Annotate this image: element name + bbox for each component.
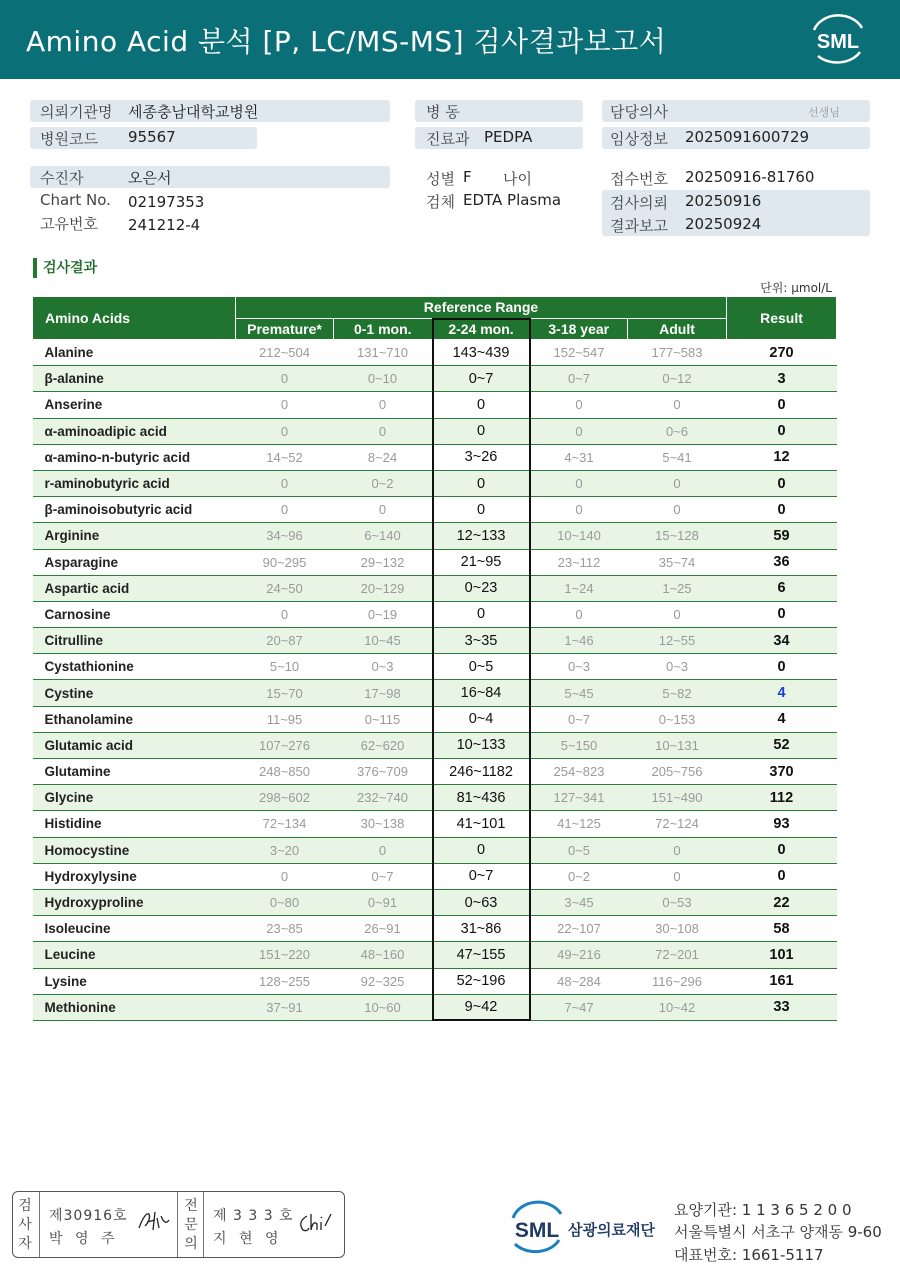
reference-range-cell: 35~74 xyxy=(628,549,727,575)
reference-range-cell: 0~12 xyxy=(628,366,727,392)
specialist-signature xyxy=(295,1208,335,1236)
amino-acid-name: Aspartic acid xyxy=(33,575,236,601)
result-value: 0 xyxy=(727,601,837,627)
institution-value: 세종충남대학교병원 xyxy=(128,103,259,121)
footer-logo-text: SML xyxy=(514,1219,560,1242)
clinical-value: 2025091600729 xyxy=(685,128,810,146)
request-value: 20250916 xyxy=(685,192,762,210)
doctor-label: 담당의사 xyxy=(610,103,668,121)
reference-range-cell: 1~25 xyxy=(628,575,727,601)
col-ref-0-1mon: 0-1 mon. xyxy=(334,319,433,340)
unit-label: 단위: μmol/L xyxy=(760,281,832,295)
reference-range-cell: 92~325 xyxy=(334,968,433,994)
col-amino-acids: Amino Acids xyxy=(33,297,236,340)
reference-range-cell: 0 xyxy=(628,863,727,889)
amino-acid-name: Arginine xyxy=(33,523,236,549)
table-row xyxy=(33,732,837,758)
reference-range-cell: 0 xyxy=(236,470,334,496)
chart-label: Chart No. xyxy=(40,191,111,209)
amino-acid-name: Homocystine xyxy=(33,837,236,863)
reference-range-cell: 48~284 xyxy=(530,968,628,994)
reference-range-cell: 10~133 xyxy=(433,732,530,758)
amino-acid-name: α-aminoadipic acid xyxy=(33,418,236,444)
reference-range-cell: 37~91 xyxy=(236,994,334,1020)
result-value: 101 xyxy=(727,942,837,968)
reference-range-cell: 246~1182 xyxy=(433,759,530,785)
amino-acid-name: Methionine xyxy=(33,994,236,1020)
reference-range-cell: 0~19 xyxy=(334,601,433,627)
reference-range-cell: 0~7 xyxy=(530,706,628,732)
table-row xyxy=(33,706,837,732)
reference-range-cell: 0 xyxy=(236,418,334,444)
reference-range-cell: 21~95 xyxy=(433,549,530,575)
reference-range-cell: 3~26 xyxy=(433,444,530,470)
reference-range-cell: 0~80 xyxy=(236,889,334,915)
reference-range-cell: 7~47 xyxy=(530,994,628,1020)
reference-range-cell: 0~115 xyxy=(334,706,433,732)
reference-range-cell: 30~108 xyxy=(628,916,727,942)
amino-acid-name: Cystathionine xyxy=(33,654,236,680)
amino-acid-name: β-aminoisobutyric acid xyxy=(33,497,236,523)
report-title: Amino Acid 분석 [P, LC/MS-MS] 검사결과보고서 xyxy=(26,25,667,58)
reference-range-cell: 1~46 xyxy=(530,628,628,654)
result-value: 34 xyxy=(727,628,837,654)
institution-label: 의뢰기관명 xyxy=(40,103,113,121)
reference-range-cell: 52~196 xyxy=(433,968,530,994)
reference-range-cell: 0 xyxy=(433,837,530,863)
reference-range-cell: 3~20 xyxy=(236,837,334,863)
reference-range-cell: 5~150 xyxy=(530,732,628,758)
reference-range-cell: 15~128 xyxy=(628,523,727,549)
footer-code: 요양기관: 1 1 3 6 5 2 0 0 xyxy=(674,1201,852,1219)
col-ref-adult: Adult xyxy=(628,319,727,340)
reference-range-cell: 0~3 xyxy=(530,654,628,680)
reference-range-cell: 81~436 xyxy=(433,785,530,811)
reference-range-cell: 23~85 xyxy=(236,916,334,942)
col-reference-range: Reference Range xyxy=(236,297,727,319)
reference-range-cell: 0~7 xyxy=(433,366,530,392)
result-value: 52 xyxy=(727,732,837,758)
reference-range-cell: 4~31 xyxy=(530,444,628,470)
reference-range-cell: 3~35 xyxy=(433,628,530,654)
reference-range-cell: 151~220 xyxy=(236,942,334,968)
sex-value: F xyxy=(463,168,472,186)
table-row xyxy=(33,340,837,366)
receipt-label: 접수번호 xyxy=(610,170,668,188)
reference-range-cell: 5~10 xyxy=(236,654,334,680)
table-row xyxy=(33,628,837,654)
result-value: 22 xyxy=(727,889,837,915)
result-value: 6 xyxy=(727,575,837,601)
reference-range-cell: 5~41 xyxy=(628,444,727,470)
reference-range-cell: 17~98 xyxy=(334,680,433,706)
reference-range-cell: 0 xyxy=(628,470,727,496)
table-row xyxy=(33,994,837,1020)
reference-range-cell: 0 xyxy=(334,497,433,523)
chart-value: 02197353 xyxy=(128,193,205,211)
result-value: 33 xyxy=(727,994,837,1020)
reference-range-cell: 0~7 xyxy=(530,366,628,392)
reference-range-cell: 0 xyxy=(433,418,530,444)
reference-range-cell: 0~3 xyxy=(334,654,433,680)
patient-label: 수진자 xyxy=(40,169,84,187)
table-row xyxy=(33,759,837,785)
age-label: 나이 xyxy=(503,170,532,188)
reference-range-cell: 10~131 xyxy=(628,732,727,758)
footer-phone: 대표번호: 1661-5117 xyxy=(674,1246,824,1264)
reference-range-cell: 5~45 xyxy=(530,680,628,706)
reference-range-cell: 254~823 xyxy=(530,759,628,785)
amino-acid-name: Glutamine xyxy=(33,759,236,785)
table-row xyxy=(33,863,837,889)
result-value: 4 xyxy=(727,680,837,706)
col-result: Result xyxy=(727,297,837,340)
reference-range-cell: 0~23 xyxy=(433,575,530,601)
table-row xyxy=(33,444,837,470)
result-value: 4 xyxy=(727,706,837,732)
ward-label: 병 동 xyxy=(426,103,460,121)
specimen-value: EDTA Plasma xyxy=(463,191,562,209)
reference-range-cell: 47~155 xyxy=(433,942,530,968)
specialist-license: 제 3 3 3 호 xyxy=(213,1208,294,1224)
report-value: 20250924 xyxy=(685,215,762,233)
table-row xyxy=(33,654,837,680)
result-value: 0 xyxy=(727,418,837,444)
amino-acid-name: Anserine xyxy=(33,392,236,418)
reference-range-cell: 72~201 xyxy=(628,942,727,968)
table-row xyxy=(33,575,837,601)
table-row xyxy=(33,392,837,418)
reference-range-cell: 0 xyxy=(530,497,628,523)
table-row xyxy=(33,942,837,968)
result-value: 93 xyxy=(727,811,837,837)
reference-range-cell: 16~84 xyxy=(433,680,530,706)
reference-range-cell: 12~55 xyxy=(628,628,727,654)
reference-range-cell: 0 xyxy=(628,601,727,627)
table-row xyxy=(33,523,837,549)
table-row xyxy=(33,497,837,523)
reference-range-cell: 31~86 xyxy=(433,916,530,942)
reference-range-cell: 0~91 xyxy=(334,889,433,915)
reference-range-cell: 0 xyxy=(530,392,628,418)
reference-range-cell: 232~740 xyxy=(334,785,433,811)
result-value: 59 xyxy=(727,523,837,549)
table-row xyxy=(33,837,837,863)
reference-range-cell: 0 xyxy=(433,392,530,418)
examiner-license: 제30916호 xyxy=(49,1208,128,1224)
reference-range-cell: 0 xyxy=(433,470,530,496)
result-value: 112 xyxy=(727,785,837,811)
sex-label: 성별 xyxy=(426,170,455,188)
reference-range-cell: 1~24 xyxy=(530,575,628,601)
unique-label: 고유번호 xyxy=(40,215,98,233)
table-row xyxy=(33,601,837,627)
sml-logo xyxy=(806,12,870,66)
reference-range-cell: 26~91 xyxy=(334,916,433,942)
reference-range-cell: 116~296 xyxy=(628,968,727,994)
reference-range-cell: 0~7 xyxy=(334,863,433,889)
reference-range-cell: 24~50 xyxy=(236,575,334,601)
col-ref-2-24mon: 2-24 mon. xyxy=(433,319,530,340)
result-value: 0 xyxy=(727,863,837,889)
reference-range-cell: 0 xyxy=(433,497,530,523)
reference-range-cell: 34~96 xyxy=(236,523,334,549)
amino-acid-name: Ethanolamine xyxy=(33,706,236,732)
amino-acid-name: β-alanine xyxy=(33,366,236,392)
reference-range-cell: 107~276 xyxy=(236,732,334,758)
table-row xyxy=(33,549,837,575)
hospital-code-value: 95567 xyxy=(128,128,176,146)
result-value: 270 xyxy=(727,340,837,366)
reference-range-cell: 22~107 xyxy=(530,916,628,942)
result-value: 0 xyxy=(727,392,837,418)
table-row xyxy=(33,968,837,994)
table-row xyxy=(33,785,837,811)
reference-range-cell: 177~583 xyxy=(628,340,727,366)
reference-range-cell: 0 xyxy=(628,837,727,863)
table-row xyxy=(33,916,837,942)
table-row xyxy=(33,680,837,706)
reference-range-cell: 0~63 xyxy=(433,889,530,915)
amino-acid-name: Cystine xyxy=(33,680,236,706)
amino-acid-name: Histidine xyxy=(33,811,236,837)
table-row xyxy=(33,889,837,915)
reference-range-cell: 90~295 xyxy=(236,549,334,575)
patient-value: 오은서 xyxy=(128,169,172,187)
reference-range-cell: 49~216 xyxy=(530,942,628,968)
col-ref-premature: Premature* xyxy=(236,319,334,340)
reference-range-cell: 376~709 xyxy=(334,759,433,785)
report-label: 결과보고 xyxy=(610,217,668,235)
reference-range-cell: 0~2 xyxy=(530,863,628,889)
receipt-value: 20250916-81760 xyxy=(685,168,815,186)
reference-range-cell: 20~129 xyxy=(334,575,433,601)
unique-value: 241212-4 xyxy=(128,216,201,234)
reference-range-cell: 11~95 xyxy=(236,706,334,732)
reference-range-cell: 20~87 xyxy=(236,628,334,654)
request-label: 검사의뢰 xyxy=(610,194,668,212)
amino-acid-name: Isoleucine xyxy=(33,916,236,942)
reference-range-cell: 0 xyxy=(530,601,628,627)
reference-range-cell: 15~70 xyxy=(236,680,334,706)
result-value: 0 xyxy=(727,837,837,863)
reference-range-cell: 0 xyxy=(334,392,433,418)
reference-range-cell: 151~490 xyxy=(628,785,727,811)
reference-range-cell: 0~3 xyxy=(628,654,727,680)
reference-range-cell: 0 xyxy=(236,601,334,627)
reference-range-cell: 128~255 xyxy=(236,968,334,994)
result-value: 0 xyxy=(727,497,837,523)
result-value: 0 xyxy=(727,654,837,680)
reference-range-cell: 5~82 xyxy=(628,680,727,706)
col-ref-3-18year: 3-18 year xyxy=(530,319,628,340)
reference-range-cell: 48~160 xyxy=(334,942,433,968)
reference-range-cell: 29~132 xyxy=(334,549,433,575)
reference-range-cell: 0 xyxy=(236,497,334,523)
amino-acid-name: Glycine xyxy=(33,785,236,811)
result-value: 58 xyxy=(727,916,837,942)
reference-range-cell: 30~138 xyxy=(334,811,433,837)
reference-range-cell: 0 xyxy=(530,470,628,496)
reference-range-cell: 10~140 xyxy=(530,523,628,549)
reference-range-cell: 41~101 xyxy=(433,811,530,837)
result-value: 161 xyxy=(727,968,837,994)
reference-range-cell: 8~24 xyxy=(334,444,433,470)
table-row xyxy=(33,470,837,496)
reference-range-cell: 0~2 xyxy=(334,470,433,496)
reference-range-cell: 41~125 xyxy=(530,811,628,837)
logo-text: SML xyxy=(816,31,860,53)
reference-range-cell: 0 xyxy=(236,863,334,889)
reference-range-cell: 0~6 xyxy=(628,418,727,444)
amino-acid-name: Alanine xyxy=(33,340,236,366)
reference-range-cell: 0 xyxy=(334,418,433,444)
amino-acid-name: Hydroxyproline xyxy=(33,889,236,915)
reference-range-cell: 0 xyxy=(530,418,628,444)
table-row xyxy=(33,811,837,837)
reference-range-cell: 10~45 xyxy=(334,628,433,654)
dept-label: 진료과 xyxy=(426,130,470,148)
amino-acid-name: Glutamic acid xyxy=(33,732,236,758)
amino-acid-name: α-amino-n-butyric acid xyxy=(33,444,236,470)
amino-acid-name: Hydroxylysine xyxy=(33,863,236,889)
results-table xyxy=(32,296,837,1021)
report-header xyxy=(0,0,900,79)
reference-range-cell: 0 xyxy=(236,392,334,418)
reference-range-cell: 248~850 xyxy=(236,759,334,785)
reference-range-cell: 72~124 xyxy=(628,811,727,837)
amino-acid-name: r-aminobutyric acid xyxy=(33,470,236,496)
examiner-name: 박 영 주 xyxy=(49,1231,119,1247)
reference-range-cell: 10~60 xyxy=(334,994,433,1020)
reference-range-cell: 0~153 xyxy=(628,706,727,732)
reference-range-cell: 152~547 xyxy=(530,340,628,366)
result-value: 12 xyxy=(727,444,837,470)
reference-range-cell: 212~504 xyxy=(236,340,334,366)
reference-range-cell: 0 xyxy=(236,366,334,392)
hospital-code-label: 병원코드 xyxy=(40,130,98,148)
reference-range-cell: 127~341 xyxy=(530,785,628,811)
reference-range-cell: 0~5 xyxy=(433,654,530,680)
reference-range-cell: 0 xyxy=(334,837,433,863)
amino-acid-name: Leucine xyxy=(33,942,236,968)
footer-address: 서울특별시 서초구 양재동 9-60 xyxy=(674,1223,882,1241)
reference-range-cell: 0 xyxy=(433,601,530,627)
doctor-suffix: 선생님 xyxy=(808,106,840,119)
specialist-name: 지 현 영 xyxy=(213,1231,283,1247)
reference-range-cell: 0~4 xyxy=(433,706,530,732)
examiner-label: 검 사 자 xyxy=(18,1198,32,1252)
reference-range-cell: 3~45 xyxy=(530,889,628,915)
reference-range-cell: 0~7 xyxy=(433,863,530,889)
section-title: 검사결과 xyxy=(33,258,97,278)
reference-range-cell: 131~710 xyxy=(334,340,433,366)
amino-acid-name: Carnosine xyxy=(33,601,236,627)
amino-acid-name: Asparagine xyxy=(33,549,236,575)
result-value: 370 xyxy=(727,759,837,785)
result-value: 3 xyxy=(727,366,837,392)
reference-range-cell: 0~53 xyxy=(628,889,727,915)
specimen-label: 검체 xyxy=(426,193,455,211)
amino-acid-name: Lysine xyxy=(33,968,236,994)
reference-range-cell: 62~620 xyxy=(334,732,433,758)
reference-range-cell: 10~42 xyxy=(628,994,727,1020)
examiner-signature xyxy=(135,1206,175,1236)
table-row xyxy=(33,366,837,392)
reference-range-cell: 0~10 xyxy=(334,366,433,392)
reference-range-cell: 0 xyxy=(628,392,727,418)
reference-range-cell: 72~134 xyxy=(236,811,334,837)
reference-range-cell: 9~42 xyxy=(433,994,530,1020)
footer-sml-logo xyxy=(507,1200,567,1262)
table-row xyxy=(33,418,837,444)
reference-range-cell: 12~133 xyxy=(433,523,530,549)
signature-box xyxy=(12,1191,345,1258)
specialist-label: 전 문 의 xyxy=(184,1198,198,1252)
dept-value: PEDPA xyxy=(484,128,533,146)
reference-range-cell: 0~5 xyxy=(530,837,628,863)
reference-range-cell: 6~140 xyxy=(334,523,433,549)
footer-org-name: 삼광의료재단 xyxy=(568,1221,655,1239)
reference-range-cell: 298~602 xyxy=(236,785,334,811)
result-value: 0 xyxy=(727,470,837,496)
clinical-label: 임상정보 xyxy=(610,130,668,148)
reference-range-cell: 23~112 xyxy=(530,549,628,575)
reference-range-cell: 143~439 xyxy=(433,340,530,366)
reference-range-cell: 0 xyxy=(628,497,727,523)
reference-range-cell: 205~756 xyxy=(628,759,727,785)
result-value: 36 xyxy=(727,549,837,575)
amino-acid-name: Citrulline xyxy=(33,628,236,654)
reference-range-cell: 14~52 xyxy=(236,444,334,470)
